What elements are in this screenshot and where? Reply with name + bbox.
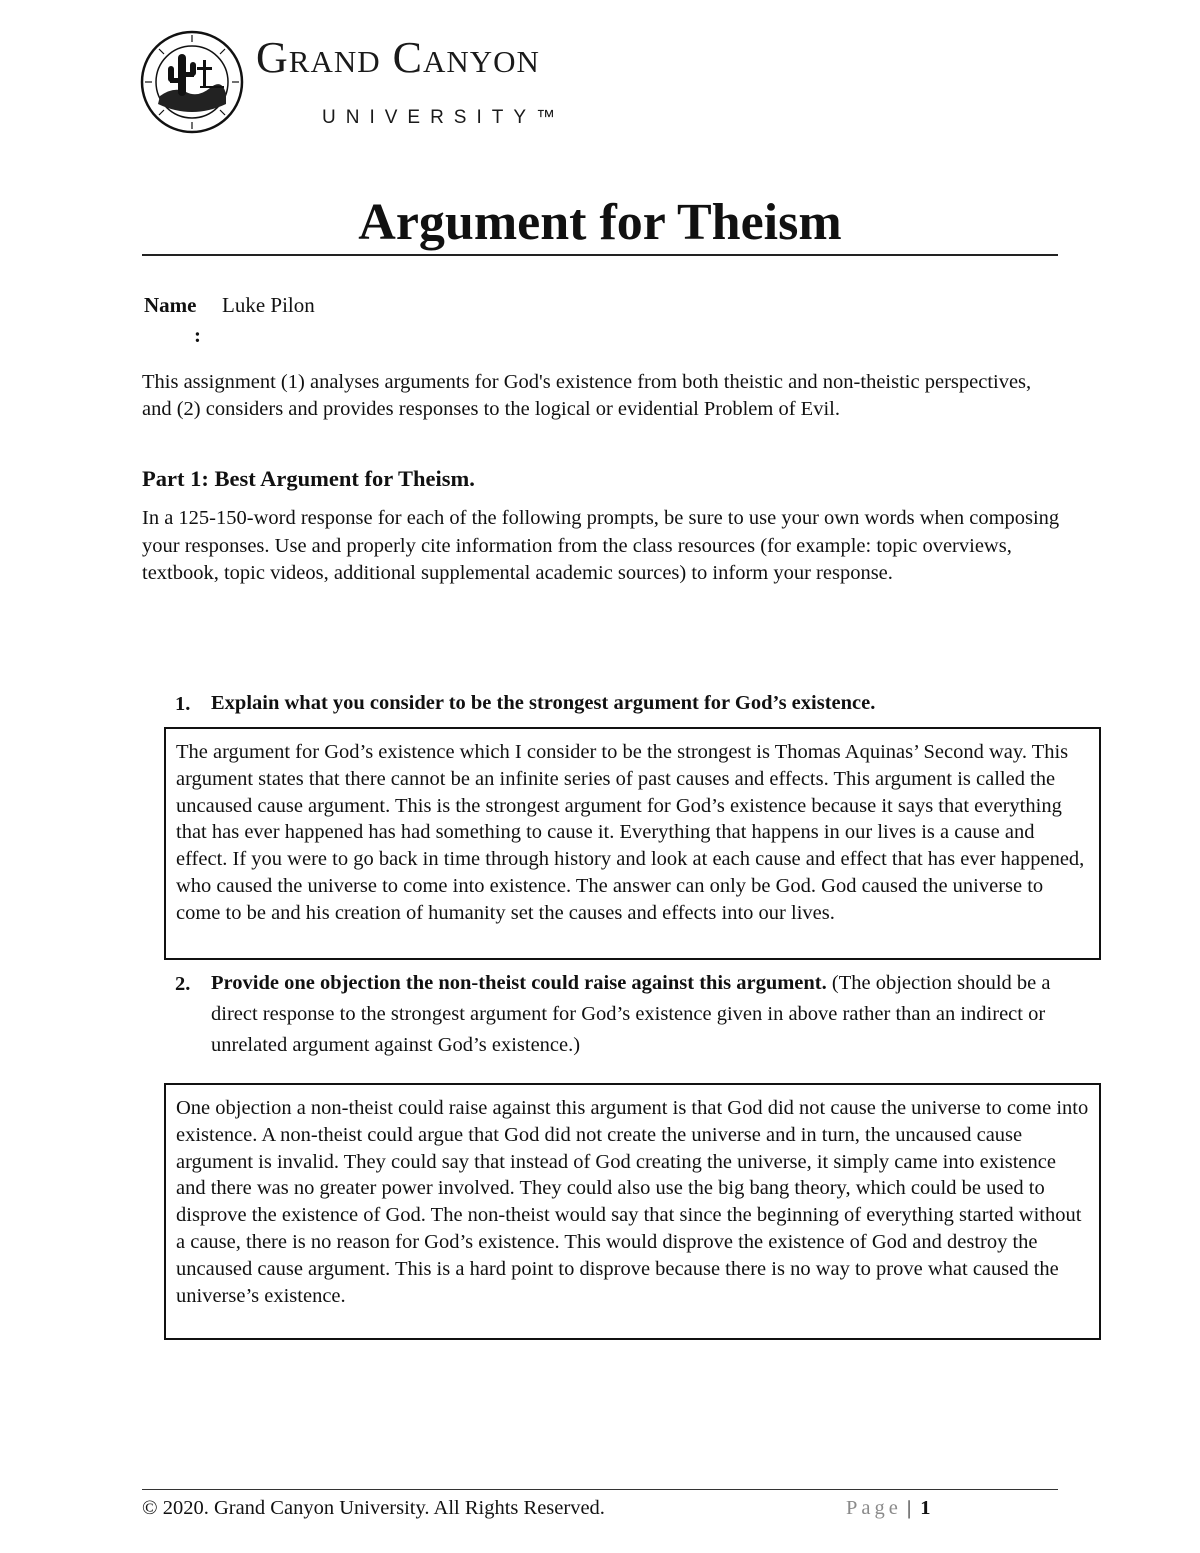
question-1-number: 1. [175, 693, 191, 715]
document-title: Argument for Theism [358, 194, 842, 251]
footer-divider [142, 1489, 1058, 1490]
university-logo [140, 30, 620, 130]
question-2-number: 2. [175, 973, 191, 995]
part-1-heading: Part 1: Best Argument for Theism. [142, 466, 475, 491]
question-2-prompt-bold: Provide one objection the non-theist could raise against this argument. [211, 972, 827, 994]
title-divider [142, 254, 1058, 256]
answer-1-box: The argument for God’s existence which I consider to be the strongest is Thomas Aquinas’ Second way. This argument states that there cannot be an infinite series of past causes and effects. This argument is called the uncaused cause argument. This is the strongest argument for God’s existence because it says that everything that has ever happened has had something to cause it. Everything that happens in our lives is a cause and effect. If you were to go back in time through history and look at each cause and effect that has ever happened, who caused the universe to come into existence. The answer can only be God. God caused the universe to come to be and his creation of humanity set the causes and effects into our lives. [164, 727, 1101, 960]
assignment-intro: This assignment (1) analyses arguments for God's existence from both theistic and non-theistic perspectives, and (2) considers and provides responses to the logical or evidential Problem of Evil. [142, 371, 1032, 420]
page-separator: | [906, 1497, 912, 1519]
footer-copyright: © 2020. Grand Canyon University. All Rights Reserved. [142, 1497, 605, 1519]
name-label: Name [144, 293, 197, 317]
question-1-prompt [211, 688, 1061, 719]
question-1-prompt-bold: Explain what you consider to be the strongest argument for God’s existence. [211, 692, 876, 714]
footer-page-indicator [846, 1495, 930, 1521]
university-seal-icon [140, 30, 244, 134]
question-2-prompt-rest: (The objection should be a direct response to the strongest argument for God’s existence given in above rather than an indirect or unrelated argument against God’s existence.) [211, 972, 1051, 1056]
part-1-instructions: In a 125-150-word response for each of the following prompts, be sure to use your own words when composing your responses. Use and properly cite information from the class resources (for example: topic overviews, textbook, topic videos, additional supplemental academic sources) to inform your response. [142, 507, 1060, 584]
page-number: 1 [920, 1497, 931, 1519]
logo-wordmark-university: UNIVERSITY™ [322, 107, 566, 128]
answer-2-box: One objection a non-theist could raise against this argument is that God did not cause the universe to come into existence. A non-theist could argue that God did not create the universe and in turn, the uncaused cause argument is invalid. They could say that instead of God creating the universe, it simply came into existence and there was no greater power involved. They could also use the big bang theory, which could be used to disprove the existence of God. The non-theist would say that since the beginning of everything started without a cause, there is no reason for God’s existence. This would disprove the existence of God and destroy the uncaused cause argument. This is a hard point to disprove because there is no way to prove what caused the universe’s existence. [164, 1083, 1101, 1340]
page-label: Page [846, 1497, 902, 1519]
name-colon: : [194, 323, 201, 347]
name-value: Luke Pilon [222, 293, 315, 317]
logo-wordmark-name: Grand Canyon [256, 33, 540, 82]
question-2-prompt [211, 968, 1061, 1061]
